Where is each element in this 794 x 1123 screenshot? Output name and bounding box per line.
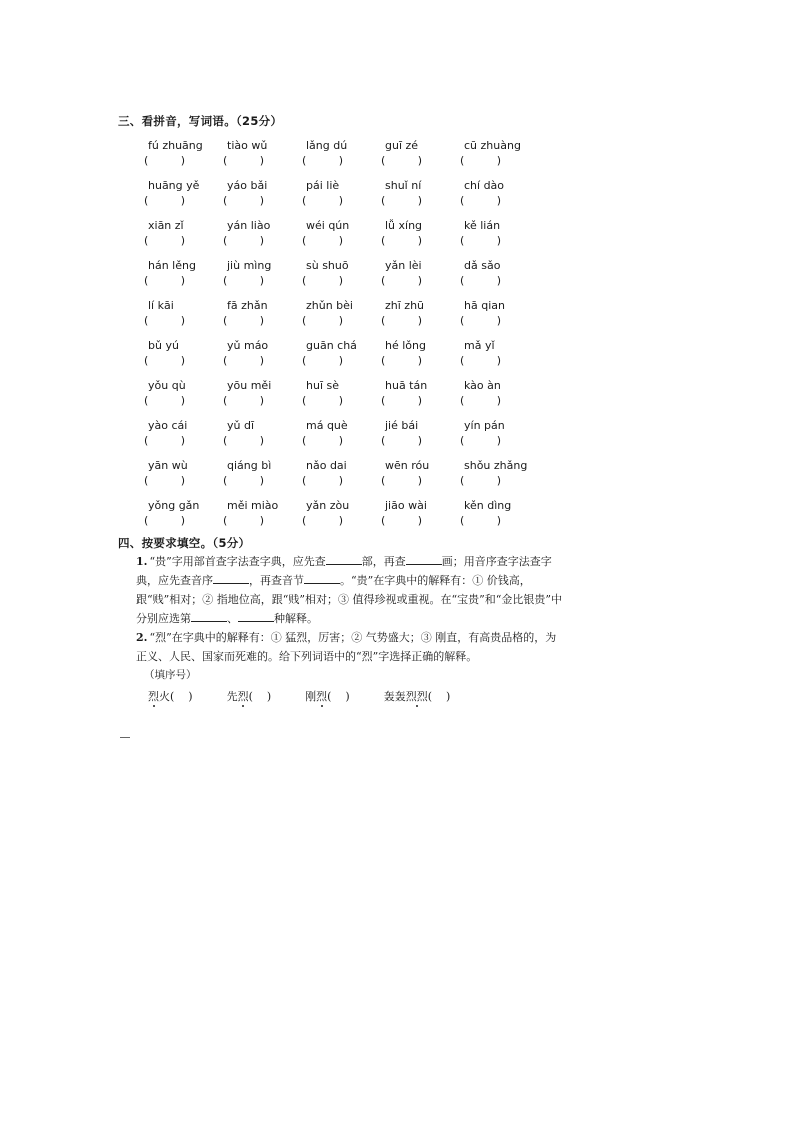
pinyin-text: huā tán: [385, 379, 428, 392]
pinyin-item: [381, 418, 464, 448]
word-answer-blank[interactable]: ( ): [327, 690, 350, 703]
word-part: 先: [226, 690, 238, 703]
blank-meaning-1[interactable]: [191, 609, 227, 622]
pinyin-item: [144, 338, 227, 368]
pinyin-item: [460, 418, 543, 448]
pinyin-item: [302, 418, 385, 448]
pinyin-item: [223, 458, 306, 488]
pinyin-text: zhǔn bèi: [306, 299, 353, 312]
word-part: 烈烈: [405, 690, 428, 703]
pinyin-item: [381, 458, 464, 488]
pinyin-item: [381, 138, 464, 168]
pinyin-text: jié bái: [385, 419, 419, 432]
pinyin-text: nǎo dai: [306, 459, 347, 472]
pinyin-text: yǎn lèi: [385, 259, 422, 272]
pinyin-item: [302, 178, 385, 208]
answer-blank[interactable]: ( ): [302, 274, 344, 287]
answer-blank[interactable]: ( ): [460, 154, 502, 167]
pinyin-item: [144, 138, 227, 168]
pinyin-item: [223, 218, 306, 248]
answer-blank[interactable]: ( ): [381, 434, 423, 447]
question-1-text-a: “贵”字用部首查字法查字典，应先查: [149, 555, 326, 568]
answer-blank[interactable]: ( ): [144, 394, 186, 407]
pinyin-text: hā qian: [464, 299, 505, 312]
pinyin-item: [144, 498, 227, 528]
answer-blank[interactable]: ( ): [381, 394, 423, 407]
pinyin-text: yǔ máo: [227, 339, 269, 352]
pinyin-text: yǔ dī: [227, 419, 255, 432]
question-1-text-c: 画；用音序查字法查字典，应先查音序: [136, 555, 552, 587]
blank-meaning-2[interactable]: [238, 609, 274, 622]
answer-blank[interactable]: ( ): [381, 314, 423, 327]
answer-blank[interactable]: ( ): [460, 434, 502, 447]
pinyin-item: [223, 298, 306, 328]
pinyin-text: shuǐ ní: [385, 179, 422, 192]
pinyin-item: [302, 458, 385, 488]
pinyin-text: yín pán: [464, 419, 505, 432]
pinyin-item: [460, 138, 543, 168]
pinyin-text: yáo bǎi: [227, 179, 268, 192]
word-item: [227, 687, 272, 707]
answer-blank[interactable]: ( ): [302, 514, 344, 527]
pinyin-text: wéi qún: [306, 219, 350, 232]
pinyin-text: yán liào: [227, 219, 271, 232]
pinyin-item: [223, 418, 306, 448]
answer-blank[interactable]: ( ): [223, 274, 265, 287]
answer-blank[interactable]: ( ): [223, 474, 265, 487]
pinyin-text: lí kāi: [148, 299, 174, 312]
pinyin-text: zhī zhū: [385, 299, 425, 312]
pinyin-item: [460, 378, 543, 408]
answer-blank[interactable]: ( ): [223, 514, 265, 527]
answer-blank[interactable]: ( ): [302, 154, 344, 167]
pinyin-item: [302, 498, 385, 528]
pinyin-text: jiù mìng: [227, 259, 272, 272]
answer-blank[interactable]: ( ): [144, 354, 186, 367]
blank-radical[interactable]: [326, 552, 362, 565]
pinyin-text: qiáng bì: [227, 459, 272, 472]
pinyin-text: huāng yě: [148, 179, 200, 192]
word-part: 烈: [148, 690, 159, 703]
pinyin-item: [460, 178, 543, 208]
pinyin-text: pái liè: [306, 179, 340, 192]
pinyin-text: shǒu zhǎng: [464, 459, 528, 472]
question-2-note: （填序号）: [144, 669, 197, 681]
pinyin-text: měi miào: [227, 499, 279, 512]
pinyin-item: [144, 378, 227, 408]
answer-blank[interactable]: ( ): [460, 234, 502, 247]
answer-blank[interactable]: ( ): [223, 194, 265, 207]
pinyin-grid: [144, 138, 558, 528]
question-1-text-d: ，再查音节: [249, 574, 304, 587]
answer-blank[interactable]: ( ): [144, 274, 186, 287]
pinyin-text: yān wù: [148, 459, 188, 472]
pinyin-text: chí dào: [464, 179, 505, 192]
answer-blank[interactable]: ( ): [460, 354, 502, 367]
pinyin-item: [460, 298, 543, 328]
answer-blank[interactable]: ( ): [381, 234, 423, 247]
answer-blank[interactable]: ( ): [381, 154, 423, 167]
question-1-text-b: 部，再查: [361, 555, 406, 568]
word-part: 轰轰: [383, 690, 406, 703]
pinyin-item: [381, 258, 464, 288]
question-1-number: 1.: [136, 555, 148, 568]
pinyin-item: [302, 218, 385, 248]
pinyin-item: [381, 298, 464, 328]
answer-blank[interactable]: ( ): [144, 154, 186, 167]
question-1-text-f: 、: [227, 612, 238, 625]
pinyin-text: yōu měi: [227, 379, 272, 392]
answer-blank[interactable]: ( ): [302, 394, 344, 407]
pinyin-item: [381, 338, 464, 368]
pinyin-item: [302, 258, 385, 288]
word-item: [384, 687, 451, 707]
question-2-number: 2.: [136, 631, 148, 644]
answer-blank[interactable]: ( ): [460, 194, 502, 207]
pinyin-text: má què: [306, 419, 348, 432]
blank-syllable[interactable]: [304, 571, 340, 584]
answer-blank[interactable]: ( ): [460, 314, 502, 327]
answer-blank[interactable]: ( ): [460, 474, 502, 487]
pinyin-item: [302, 138, 385, 168]
pinyin-text: kào àn: [464, 379, 501, 392]
pinyin-text: bǔ yú: [148, 339, 179, 352]
pinyin-text: yǒng gǎn: [148, 499, 200, 512]
answer-blank[interactable]: ( ): [144, 434, 186, 447]
pinyin-text: cū zhuàng: [464, 139, 521, 152]
word-part: 刚: [305, 690, 317, 703]
section-4-title: 四、按要求填空。（5分）: [118, 536, 251, 550]
answer-blank[interactable]: ( ): [302, 314, 344, 327]
answer-blank[interactable]: ( ): [223, 234, 265, 247]
word-part: 火: [159, 690, 170, 703]
question-2: [136, 628, 566, 666]
answer-blank[interactable]: ( ): [302, 474, 344, 487]
pinyin-item: [223, 378, 306, 408]
pinyin-item: [144, 218, 227, 248]
answer-blank[interactable]: ( ): [460, 514, 502, 527]
answer-blank[interactable]: ( ): [223, 394, 265, 407]
pinyin-item: [144, 458, 227, 488]
pinyin-text: fú zhuāng: [148, 139, 203, 152]
blank-initial[interactable]: [213, 571, 249, 584]
answer-blank[interactable]: ( ): [223, 314, 265, 327]
pinyin-text: jiāo wài: [385, 499, 427, 512]
pinyin-text: lǚ xíng: [385, 219, 423, 232]
pinyin-item: [381, 378, 464, 408]
pinyin-text: dǎ sǎo: [464, 259, 501, 272]
pinyin-text: guī zé: [385, 139, 419, 152]
pinyin-text: hán lěng: [148, 259, 196, 272]
pinyin-text: yǎn zòu: [306, 499, 350, 512]
pinyin-item: [460, 258, 543, 288]
answer-blank[interactable]: ( ): [223, 354, 265, 367]
answer-blank[interactable]: ( ): [223, 154, 265, 167]
question-1-text-e: 。“贵”在字典中的解释有：① 价钱高，跟“贱”相对；② 指地位高，跟“贱”相对；③ 值得珍视或重视。在“宝贵”和“金比银贵”中分别应选第: [136, 574, 562, 625]
pinyin-item: [223, 138, 306, 168]
page-edge-mark: [120, 737, 130, 738]
pinyin-text: lǎng dú: [306, 139, 348, 152]
pinyin-item: [381, 178, 464, 208]
pinyin-text: yào cái: [148, 419, 188, 432]
pinyin-item: [302, 298, 385, 328]
pinyin-text: huī sè: [306, 379, 339, 392]
answer-blank[interactable]: ( ): [460, 394, 502, 407]
word-part: 烈: [237, 690, 249, 703]
pinyin-text: tiào wǔ: [227, 139, 268, 152]
pinyin-text: kěn dìng: [464, 499, 512, 512]
pinyin-item: [223, 338, 306, 368]
section-4: [118, 534, 562, 707]
word-item: [305, 687, 350, 707]
pinyin-item: [223, 258, 306, 288]
answer-blank[interactable]: ( ): [223, 434, 265, 447]
pinyin-text: yǒu qù: [148, 379, 186, 392]
pinyin-item: [381, 218, 464, 248]
answer-blank[interactable]: ( ): [144, 474, 186, 487]
answer-blank[interactable]: ( ): [381, 474, 423, 487]
pinyin-item: [302, 338, 385, 368]
pinyin-text: xiān zǐ: [148, 219, 184, 232]
pinyin-item: [460, 498, 543, 528]
answer-blank[interactable]: ( ): [144, 194, 186, 207]
pinyin-item: [460, 338, 543, 368]
answer-blank[interactable]: ( ): [302, 434, 344, 447]
word-part: 烈: [316, 690, 328, 703]
answer-blank[interactable]: ( ): [144, 514, 186, 527]
answer-blank[interactable]: ( ): [381, 274, 423, 287]
worksheet: [118, 112, 562, 707]
pinyin-item: [381, 498, 464, 528]
question-2-text: “烈”在字典中的解释有：① 猛烈，厉害；② 气势盛大；③ 刚直，有高贵品格的，为正义、人民、国家而死难的。给下列词语中的“烈”字选择正确的解释。: [136, 631, 557, 663]
pinyin-item: [302, 378, 385, 408]
word-answer-blank[interactable]: ( ): [427, 690, 451, 703]
word-list: [148, 687, 558, 707]
question-1-text-g: 种解释。: [274, 612, 318, 625]
pinyin-item: [223, 498, 306, 528]
answer-blank[interactable]: ( ): [144, 314, 186, 327]
pinyin-text: sù shuō: [306, 259, 349, 272]
answer-blank[interactable]: ( ): [381, 194, 423, 207]
answer-blank[interactable]: ( ): [302, 234, 344, 247]
section-3-title: 三、看拼音，写词语。（25分）: [118, 114, 283, 128]
word-answer-blank[interactable]: ( ): [170, 690, 193, 703]
pinyin-text: guān chá: [306, 339, 357, 352]
answer-blank[interactable]: ( ): [460, 274, 502, 287]
blank-strokes[interactable]: [406, 552, 442, 565]
question-1: [136, 552, 566, 628]
pinyin-text: mǎ yǐ: [464, 339, 495, 352]
word-item: [148, 687, 193, 707]
word-answer-blank[interactable]: ( ): [248, 690, 272, 703]
pinyin-item: [460, 458, 543, 488]
pinyin-item: [144, 178, 227, 208]
pinyin-text: kě lián: [464, 219, 501, 232]
pinyin-item: [144, 298, 227, 328]
answer-blank[interactable]: ( ): [302, 194, 344, 207]
answer-blank[interactable]: ( ): [381, 514, 423, 527]
pinyin-item: [144, 418, 227, 448]
answer-blank[interactable]: ( ): [302, 354, 344, 367]
pinyin-text: fā zhǎn: [227, 299, 268, 312]
pinyin-text: hé lǒng: [385, 339, 426, 352]
pinyin-item: [460, 218, 543, 248]
pinyin-item: [223, 178, 306, 208]
answer-blank[interactable]: ( ): [381, 354, 423, 367]
answer-blank[interactable]: ( ): [144, 234, 186, 247]
pinyin-text: wēn róu: [385, 459, 430, 472]
pinyin-item: [144, 258, 227, 288]
